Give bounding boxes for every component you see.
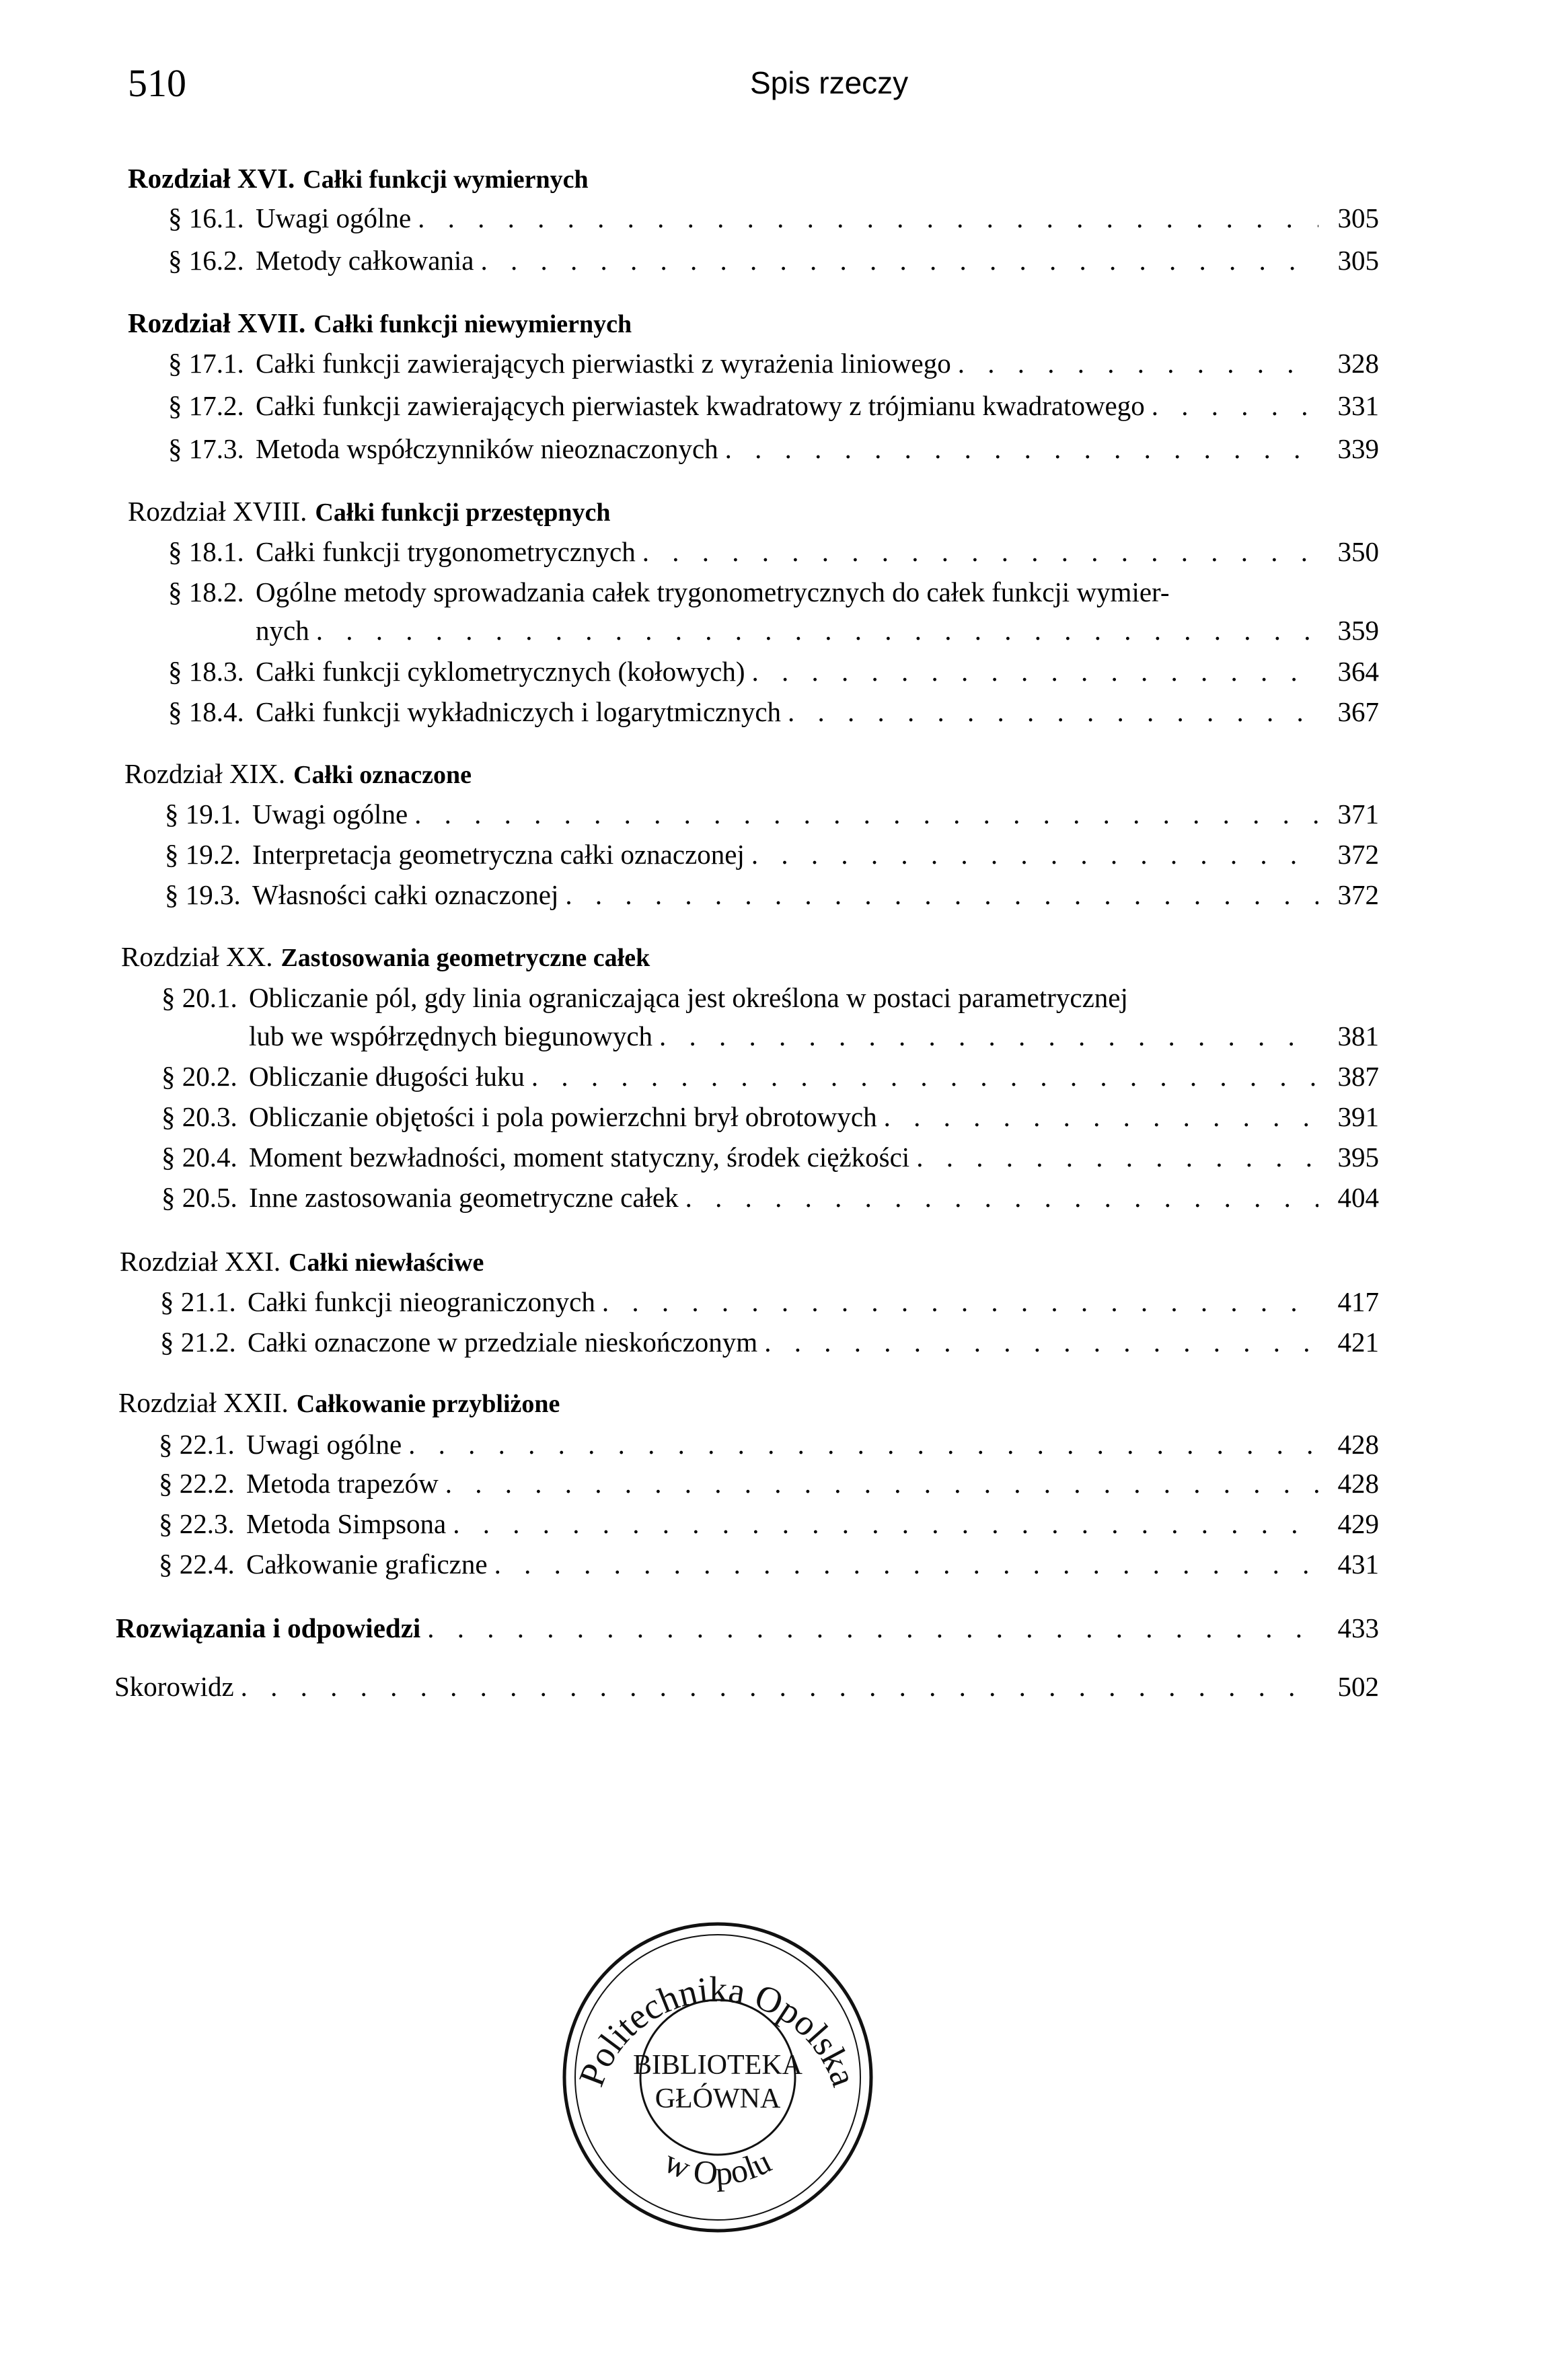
entry-title: Całki funkcji cyklometrycznych (kołowych) [256, 656, 745, 687]
section-number: § 20.2. [161, 1061, 237, 1092]
entry-title: Ogólne metody sprowadzania całek trygonometrycznych do całek funkcji wymier- [256, 577, 1170, 607]
entry-title: Metoda współczynników nieoznaczonych [256, 433, 718, 464]
chapter-title: Całki niewłaściwe [289, 1249, 484, 1277]
entry-title: Moment bezwładności, moment statyczny, środek ciężkości [249, 1142, 910, 1173]
leader-dots [884, 1100, 1318, 1134]
section-number: § 20.3. [161, 1101, 237, 1132]
chapter-label: Rozdział XIX. [124, 758, 286, 789]
entry-title: Całki funkcji wykładniczych i logarytmicznych [256, 696, 782, 727]
page-ref: 387 [1337, 1061, 1379, 1092]
page-ref: 328 [1337, 348, 1379, 379]
chapter-title: Całki funkcji wymiernych [303, 165, 589, 194]
leader-dots [958, 346, 1318, 380]
chapter-heading [128, 306, 632, 340]
entry-title: Całki funkcji zawierających pierwiastki z wyrażenia liniowego [256, 348, 951, 379]
chapter-label: Rozdział XVII. [128, 307, 306, 338]
library-stamp [553, 1913, 883, 2242]
chapter-heading [120, 1245, 484, 1278]
toc-entry-index[interactable] [114, 1670, 1379, 1703]
entry-title: Metoda Simpsona [246, 1508, 447, 1539]
section-number: § 18.4. [168, 696, 244, 727]
page-ref: 339 [1337, 433, 1379, 464]
toc-entry[interactable] [159, 1547, 1379, 1581]
chapter-heading [124, 757, 472, 790]
leader-dots [602, 1285, 1318, 1319]
page-ref: 371 [1337, 799, 1379, 829]
leader-dots [316, 614, 1318, 647]
section-number: § 16.1. [168, 202, 244, 233]
chapter-label: Rozdział XVIII. [128, 496, 307, 527]
page-ref: 429 [1337, 1508, 1379, 1539]
toc-entry[interactable] [168, 655, 1379, 688]
page-ref: 364 [1337, 656, 1379, 687]
toc-entry[interactable] [168, 695, 1379, 729]
section-number: § 17.2. [168, 390, 244, 421]
entry-title-continuation: nych [256, 615, 309, 646]
toc-entry[interactable] [161, 1140, 1379, 1174]
page-ref: 433 [1337, 1612, 1379, 1643]
entry-title: Obliczanie pól, gdy linia ograniczająca jest określona w postaci parametrycznej [249, 982, 1128, 1013]
toc-entry[interactable] [168, 432, 1379, 466]
section-number: § 20.5. [161, 1182, 237, 1213]
page-ref: 350 [1337, 536, 1379, 567]
chapter-title: Całki funkcji przestępnych [315, 498, 611, 527]
entry-title: Całki funkcji nieograniczonych [248, 1286, 595, 1317]
leader-dots [480, 244, 1318, 277]
chapter-heading [128, 161, 589, 195]
toc-entry[interactable] [161, 1060, 1379, 1093]
page-ref: 372 [1337, 879, 1379, 910]
entry-title-continuation: lub we współrzędnych biegunowych [249, 1021, 653, 1051]
page-ref: 359 [1337, 615, 1379, 646]
leader-dots [241, 1670, 1318, 1703]
chapter-heading [121, 940, 650, 973]
leader-dots [1152, 389, 1318, 422]
entry-title: Obliczanie długości łuku [249, 1061, 525, 1092]
leader-dots [408, 1427, 1318, 1461]
toc-entry[interactable] [165, 797, 1379, 831]
entry-title: Interpretacja geometryczna całki oznaczonej [252, 839, 745, 870]
chapter-title: Całki funkcji niewymiernych [313, 310, 632, 338]
entry-title: Całki funkcji zawierających pierwiastek kwadratowy z trójmianu kwadratowego [256, 390, 1145, 421]
leader-dots [751, 838, 1318, 871]
section-number: § 19.3. [165, 879, 241, 910]
entry-title: Metody całkowania [256, 245, 474, 276]
leader-dots [445, 1467, 1318, 1500]
leader-dots [427, 1611, 1318, 1645]
chapter-label: Rozdział XVI. [128, 163, 295, 194]
leader-dots [414, 797, 1318, 831]
section-number: § 20.4. [161, 1142, 237, 1173]
entry-title: Własności całki oznaczonej [252, 879, 559, 910]
page-ref: 331 [1337, 390, 1379, 421]
toc-entry[interactable] [168, 201, 1379, 235]
entry-title: Metoda trapezów [246, 1468, 439, 1499]
section-number: § 16.2. [168, 245, 244, 276]
chapter-title: Zastosowania geometryczne całek [281, 944, 650, 972]
toc-entry[interactable] [168, 244, 1379, 277]
toc-entry[interactable] [159, 1427, 1379, 1461]
page-ref: 428 [1337, 1468, 1379, 1499]
toc-entry[interactable] [159, 1507, 1379, 1541]
page-header [0, 61, 1568, 121]
stamp-line2: GŁÓWNA [655, 2083, 781, 2114]
section-number: § 21.1. [160, 1286, 236, 1317]
leader-dots [531, 1060, 1318, 1093]
page-ref: 305 [1337, 202, 1379, 233]
page-ref: 372 [1337, 839, 1379, 870]
toc-entry[interactable] [168, 535, 1379, 568]
section-number: § 19.1. [165, 799, 241, 829]
entry-title: Inne zastosowania geometryczne całek [249, 1182, 679, 1213]
leader-dots [916, 1140, 1318, 1174]
leader-dots [752, 655, 1318, 688]
leader-dots [565, 878, 1318, 912]
section-number: § 22.1. [159, 1429, 235, 1460]
page-number: 510 [128, 61, 186, 105]
leader-dots [494, 1547, 1318, 1581]
page-ref: 391 [1337, 1101, 1379, 1132]
chapter-title: Całki oznaczone [293, 761, 472, 789]
toc-entry[interactable] [161, 1181, 1379, 1214]
section-number: § 21.2. [160, 1327, 236, 1358]
chapter-title: Całkowanie przybliżone [296, 1390, 560, 1418]
toc-entry[interactable] [160, 1285, 1379, 1319]
entry-title: Całki funkcji trygonometrycznych [256, 536, 636, 567]
stamp-outer-text: Politechnika Opolska [570, 1969, 865, 2092]
page-ref: 428 [1337, 1429, 1379, 1460]
entry-title: Skorowidz [114, 1671, 234, 1702]
section-number: § 22.3. [159, 1508, 235, 1539]
chapter-heading [128, 494, 611, 528]
section-number: § 20.1. [161, 982, 237, 1013]
toc-entry[interactable] [159, 1467, 1379, 1500]
section-number: § 18.2. [168, 577, 244, 607]
entry-title: Rozwiązania i odpowiedzi [116, 1612, 421, 1643]
page-ref: 404 [1337, 1182, 1379, 1213]
stamp-line1: BIBLIOTEKA [633, 2050, 802, 2081]
entry-title: Uwagi ogólne [256, 202, 412, 233]
page-ref: 502 [1337, 1671, 1379, 1702]
entry-title: Uwagi ogólne [246, 1429, 402, 1460]
section-number: § 18.1. [168, 536, 244, 567]
leader-dots [788, 695, 1318, 729]
page-ref: 395 [1337, 1142, 1379, 1173]
leader-dots [685, 1181, 1318, 1214]
toc-entry[interactable] [160, 1325, 1379, 1359]
toc-entry[interactable] [165, 838, 1379, 871]
leader-dots [725, 432, 1318, 466]
chapter-heading [118, 1386, 560, 1419]
section-number: § 17.1. [168, 348, 244, 379]
stamp-bottom-text: w Opolu [659, 2142, 777, 2193]
running-head: Spis rzeczy [750, 65, 909, 100]
entry-title: Całkowanie graficzne [246, 1549, 488, 1580]
section-number: § 19.2. [165, 839, 241, 870]
entry-title: Uwagi ogólne [252, 799, 408, 829]
page-ref: 381 [1337, 1021, 1379, 1051]
toc-entry[interactable] [168, 346, 1379, 380]
toc-entry[interactable] [168, 389, 1379, 422]
chapter-label: Rozdział XXI. [120, 1246, 281, 1277]
page-ref: 367 [1337, 696, 1379, 727]
leader-dots [764, 1325, 1318, 1359]
entry-title: Całki oznaczone w przedziale nieskończonym [248, 1327, 758, 1358]
toc-entry-continuation[interactable] [249, 1019, 1379, 1053]
chapter-label: Rozdział XXII. [118, 1387, 289, 1418]
chapter-label: Rozdział XX. [121, 941, 273, 972]
page-ref: 417 [1337, 1286, 1379, 1317]
toc-entry-solutions[interactable] [116, 1611, 1379, 1645]
leader-dots [418, 201, 1318, 235]
page-ref: 421 [1337, 1327, 1379, 1358]
section-number: § 22.2. [159, 1468, 235, 1499]
toc-entry[interactable] [168, 575, 1379, 609]
toc-entry-continuation[interactable] [256, 614, 1379, 647]
toc-entry[interactable] [161, 1100, 1379, 1134]
toc-entry[interactable] [165, 878, 1379, 912]
page-ref: 431 [1337, 1549, 1379, 1580]
section-number: § 22.4. [159, 1549, 235, 1580]
leader-dots [659, 1019, 1318, 1053]
toc-entry[interactable] [161, 981, 1379, 1014]
page-ref: 305 [1337, 245, 1379, 276]
section-number: § 17.3. [168, 433, 244, 464]
leader-dots [642, 535, 1318, 568]
entry-title: Obliczanie objętości i pola powierzchni brył obrotowych [249, 1101, 877, 1132]
leader-dots [453, 1507, 1318, 1541]
section-number: § 18.3. [168, 656, 244, 687]
